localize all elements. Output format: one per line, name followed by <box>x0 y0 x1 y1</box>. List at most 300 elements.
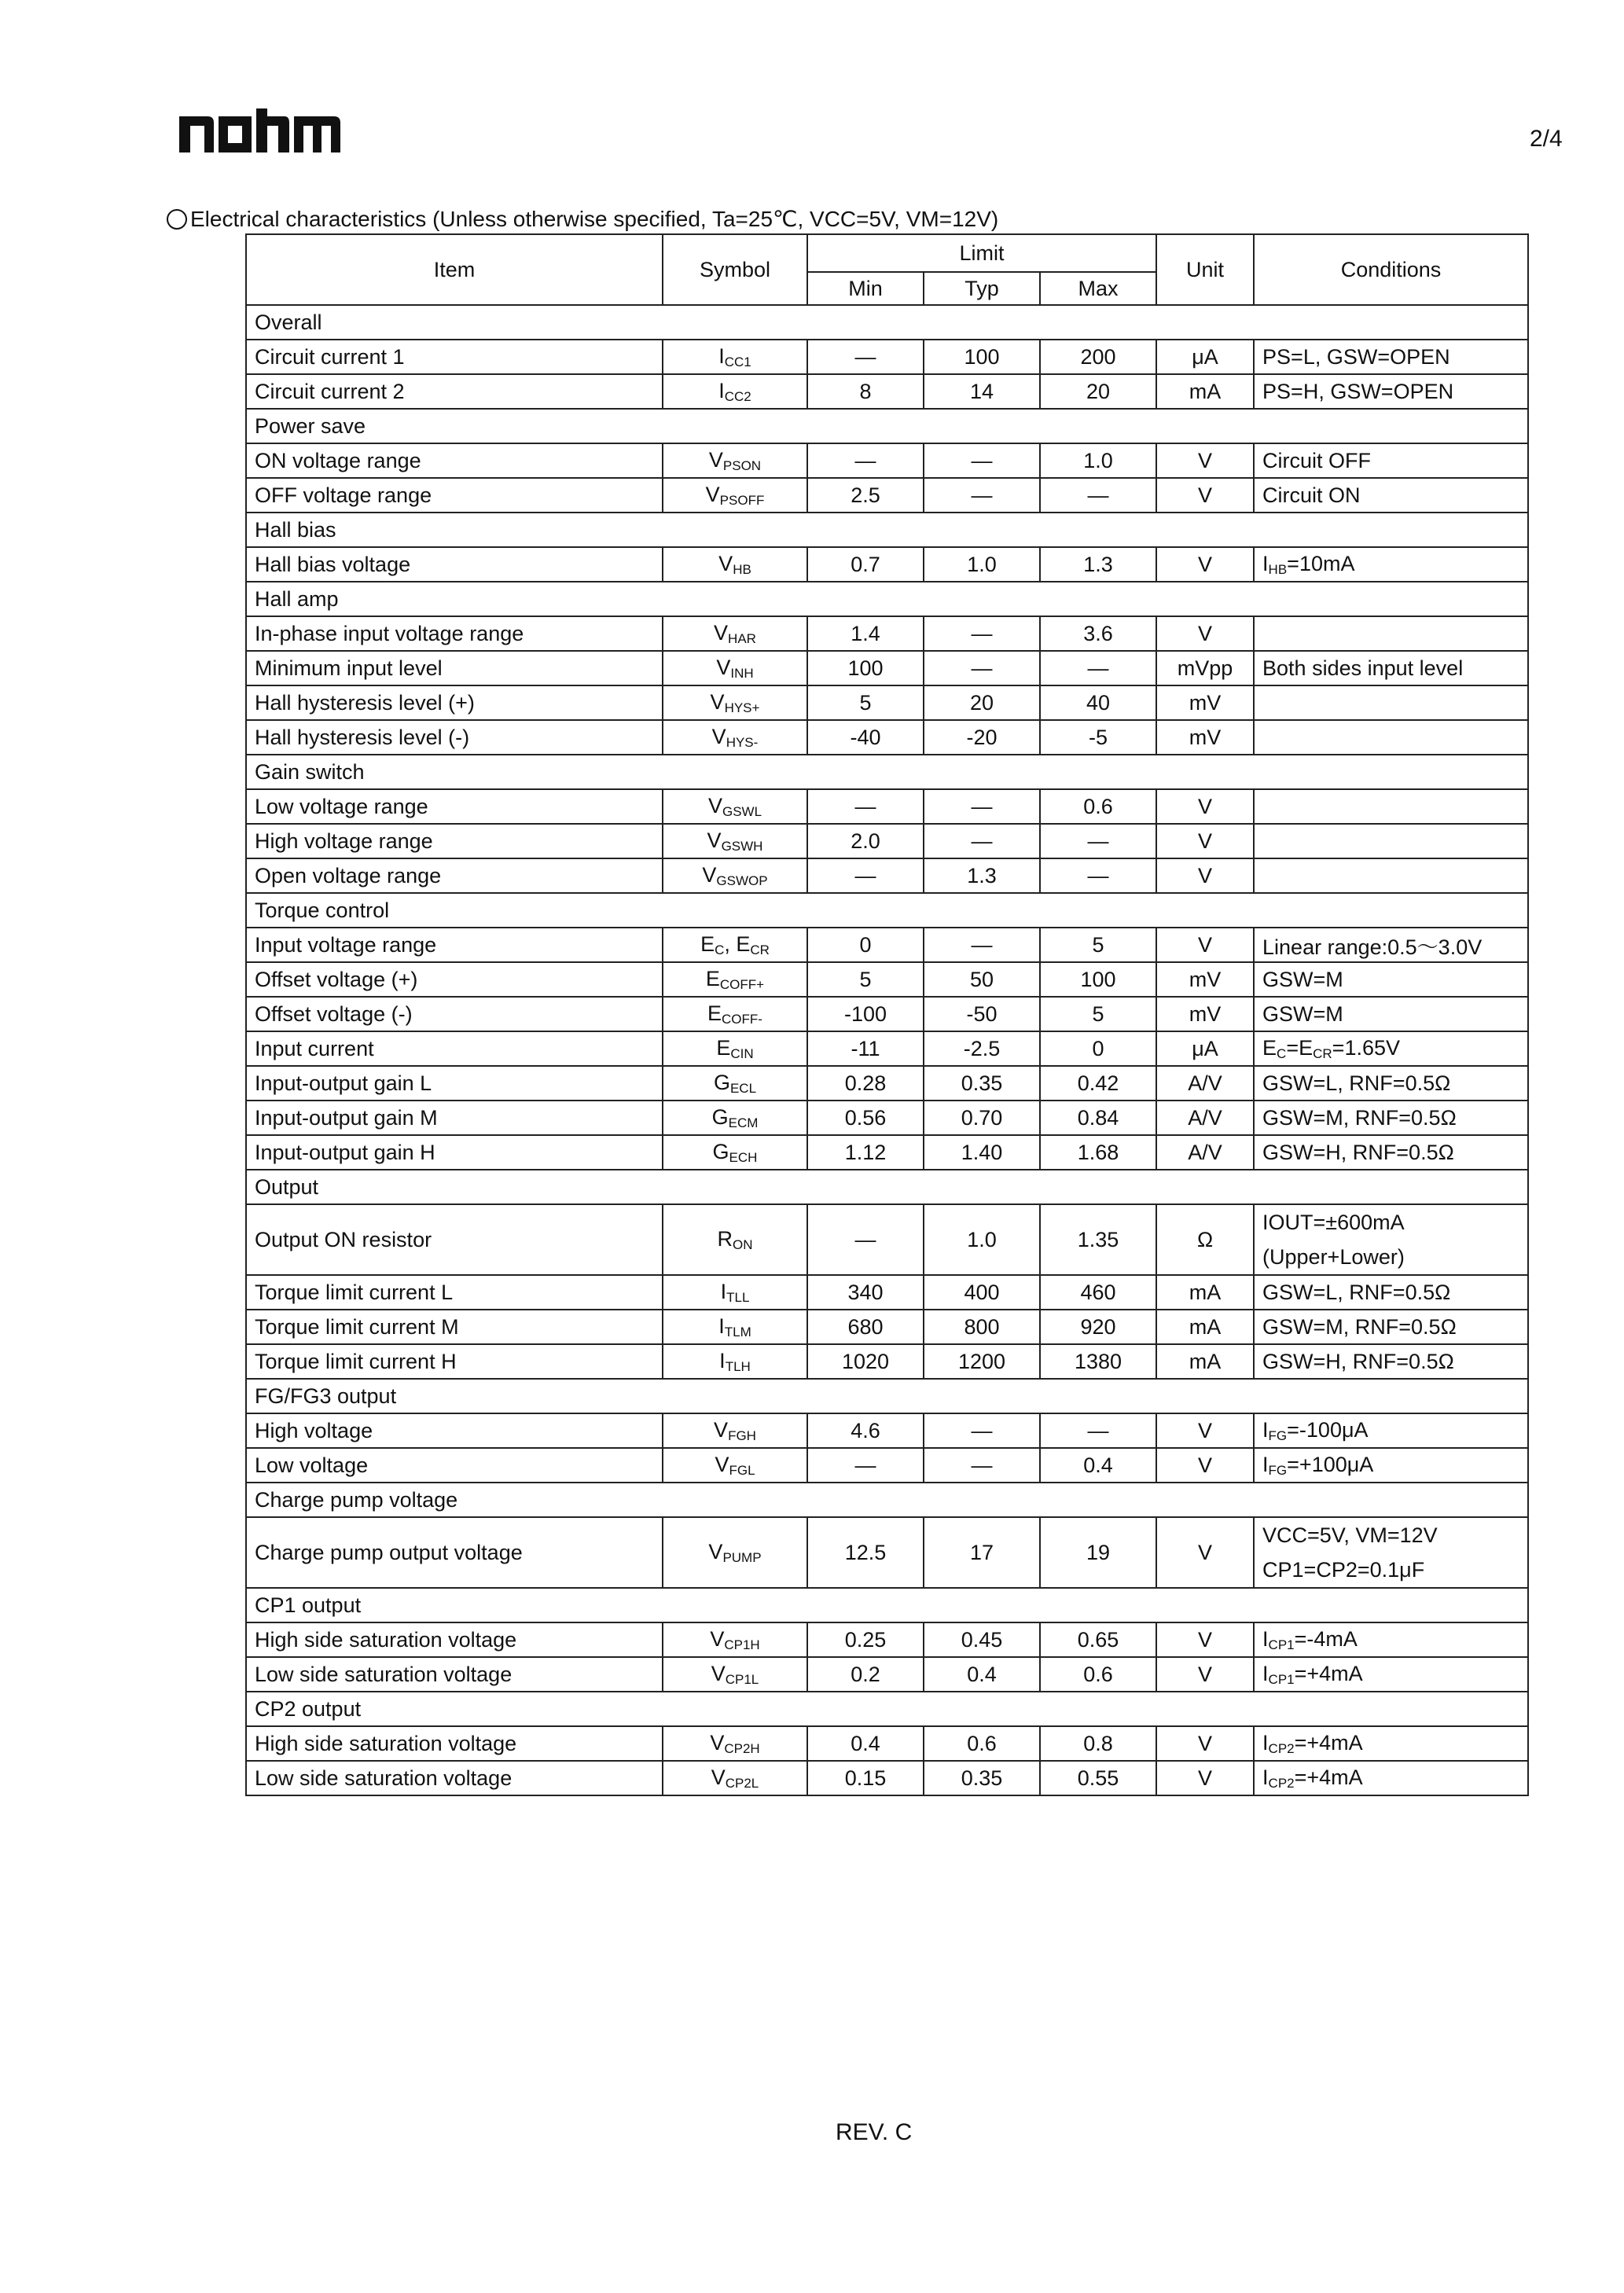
symbol-subscript: ECH <box>729 1149 758 1165</box>
symbol-base: E <box>705 966 720 990</box>
min-cell: 0.4 <box>807 1726 924 1761</box>
symbol-subscript: INH <box>730 665 754 681</box>
symbol-subscript: TLM <box>724 1324 751 1339</box>
table-row <box>246 1448 1528 1483</box>
min-cell: 100 <box>807 651 924 685</box>
conditions-cell <box>1254 997 1528 1031</box>
conditions-cell <box>1254 1517 1528 1588</box>
item-cell: Hall hysteresis level (-) <box>246 720 663 755</box>
section-row <box>246 755 1528 789</box>
min-cell: — <box>807 340 924 374</box>
table-row <box>246 1726 1528 1761</box>
min-cell: 0.7 <box>807 547 924 582</box>
symbol-base: V <box>711 1661 726 1685</box>
min-cell: 2.5 <box>807 478 924 513</box>
symbol-subscript: C <box>715 942 725 957</box>
max-cell: — <box>1040 1413 1156 1448</box>
table-row <box>246 789 1528 824</box>
symbol-cell <box>663 824 807 858</box>
conditions-cell <box>1254 1413 1528 1448</box>
max-cell: 200 <box>1040 340 1156 374</box>
condition-prefix: I <box>1262 1626 1269 1651</box>
symbol-subscript: HYS+ <box>724 700 760 715</box>
unit-cell: μA <box>1156 340 1254 374</box>
symbol-base: V <box>711 724 726 748</box>
conditions-cell <box>1254 478 1528 513</box>
unit-cell: mA <box>1156 1344 1254 1379</box>
typ-cell: 1200 <box>924 1344 1040 1379</box>
symbol-base: V <box>708 1539 723 1564</box>
unit-cell: V <box>1156 858 1254 893</box>
conditions-cell <box>1254 1448 1528 1483</box>
max-cell: 1380 <box>1040 1344 1156 1379</box>
symbol-subscript: GSWL <box>722 803 762 819</box>
symbol-cell <box>663 962 807 997</box>
condition-text: =+4mA <box>1294 1661 1363 1685</box>
typ-cell: 1.3 <box>924 858 1040 893</box>
conditions-cell <box>1254 720 1528 755</box>
typ-cell: -20 <box>924 720 1040 755</box>
max-cell: 0.8 <box>1040 1726 1156 1761</box>
condition-text: PS=L, GSW=OPEN <box>1262 344 1450 369</box>
condition-text: GSW=M, RNF=0.5Ω <box>1262 1105 1457 1130</box>
unit-cell: A/V <box>1156 1066 1254 1101</box>
unit-cell: mA <box>1156 374 1254 409</box>
conditions-cell <box>1254 340 1528 374</box>
table-row <box>246 685 1528 720</box>
symbol-subscript-2: CR <box>750 942 770 957</box>
unit-cell: mV <box>1156 962 1254 997</box>
condition-text: Both sides input level <box>1262 656 1464 680</box>
table-row <box>246 1310 1528 1344</box>
max-cell: 920 <box>1040 1310 1156 1344</box>
section-title: CP2 output <box>246 1692 1528 1726</box>
section-row <box>246 1588 1528 1622</box>
conditions-cell <box>1254 1726 1528 1761</box>
symbol-subscript: ON <box>733 1237 753 1252</box>
symbol-base-2: , E <box>724 932 751 956</box>
condition-text: Circuit OFF <box>1262 448 1372 472</box>
symbol-subscript: CP2H <box>724 1740 760 1756</box>
symbol-base: I <box>720 1279 727 1303</box>
min-cell: -100 <box>807 997 924 1031</box>
unit-cell: V <box>1156 1622 1254 1657</box>
unit-cell: V <box>1156 928 1254 962</box>
conditions-cell <box>1254 858 1528 893</box>
condition-middle: =E <box>1286 1035 1314 1060</box>
symbol-cell <box>663 478 807 513</box>
condition-text: =+4mA <box>1294 1765 1363 1789</box>
condition-subscript: CP1 <box>1268 1637 1295 1652</box>
condition-prefix: I <box>1262 1417 1269 1442</box>
symbol-base: G <box>712 1139 729 1163</box>
item-cell: Circuit current 2 <box>246 374 663 409</box>
item-cell: ON voltage range <box>246 443 663 478</box>
unit-cell: A/V <box>1156 1101 1254 1135</box>
section-row <box>246 409 1528 443</box>
max-cell: 19 <box>1040 1517 1156 1588</box>
min-cell: -40 <box>807 720 924 755</box>
min-cell: 12.5 <box>807 1517 924 1588</box>
conditions-cell <box>1254 1310 1528 1344</box>
item-cell: Torque limit current L <box>246 1275 663 1310</box>
min-cell: 680 <box>807 1310 924 1344</box>
symbol-subscript: HAR <box>728 630 756 646</box>
max-cell: 0.84 <box>1040 1101 1156 1135</box>
typ-cell: 17 <box>924 1517 1040 1588</box>
symbol-base: V <box>707 793 722 818</box>
item-cell: High side saturation voltage <box>246 1622 663 1657</box>
conditions-cell <box>1254 1066 1528 1101</box>
section-row <box>246 1379 1528 1413</box>
symbol-base: V <box>702 862 717 887</box>
symbol-base: V <box>707 828 722 852</box>
min-cell: 1020 <box>807 1344 924 1379</box>
max-cell: 1.35 <box>1040 1204 1156 1275</box>
symbol-base: I <box>718 344 725 368</box>
condition-text: Circuit ON <box>1262 483 1361 507</box>
unit-cell: V <box>1156 547 1254 582</box>
condition-prefix: E <box>1262 1035 1277 1060</box>
max-cell: — <box>1040 478 1156 513</box>
symbol-subscript: ECL <box>729 1080 757 1096</box>
symbol-subscript: HB <box>733 561 751 577</box>
section-row <box>246 305 1528 340</box>
max-cell: 1.68 <box>1040 1135 1156 1170</box>
symbol-cell <box>663 443 807 478</box>
condition-prefix: I <box>1262 1661 1269 1685</box>
condition-text: GSW=H, RNF=0.5Ω <box>1262 1349 1454 1373</box>
conditions-cell <box>1254 962 1528 997</box>
symbol-subscript: COFF- <box>722 1011 762 1027</box>
table-row <box>246 1344 1528 1379</box>
symbol-cell <box>663 547 807 582</box>
section-title: Overall <box>246 305 1528 340</box>
condition-subscript: C <box>1277 1045 1287 1061</box>
section-title: FG/FG3 output <box>246 1379 1528 1413</box>
table-body <box>246 305 1528 1795</box>
header-conditions: Conditions <box>1254 234 1528 305</box>
item-cell: Output ON resistor <box>246 1204 663 1275</box>
typ-cell: 50 <box>924 962 1040 997</box>
symbol-base: V <box>714 1417 729 1442</box>
condition-text-line2: CP1=CP2=0.1μF <box>1262 1558 1425 1582</box>
conditions-cell <box>1254 1204 1528 1275</box>
condition-text: GSW=H, RNF=0.5Ω <box>1262 1140 1454 1164</box>
symbol-cell <box>663 997 807 1031</box>
symbol-subscript: TLL <box>726 1289 750 1305</box>
condition-subscript: FG <box>1268 1462 1288 1478</box>
min-cell: 5 <box>807 962 924 997</box>
max-cell: 1.0 <box>1040 443 1156 478</box>
item-cell: Low side saturation voltage <box>246 1761 663 1795</box>
item-cell: Torque limit current H <box>246 1344 663 1379</box>
page-number: 2/4 <box>1530 126 1563 152</box>
condition-text: GSW=M <box>1262 967 1343 991</box>
conditions-cell <box>1254 1657 1528 1692</box>
symbol-base: I <box>718 378 725 402</box>
typ-cell: 800 <box>924 1310 1040 1344</box>
conditions-cell <box>1254 1135 1528 1170</box>
item-cell: Input-output gain L <box>246 1066 663 1101</box>
max-cell: 0.55 <box>1040 1761 1156 1795</box>
condition-text: =1.65V <box>1332 1035 1400 1060</box>
table-row <box>246 1101 1528 1135</box>
rohm-logo <box>179 108 340 152</box>
symbol-cell <box>663 1726 807 1761</box>
section-title: CP1 output <box>246 1588 1528 1622</box>
header-unit: Unit <box>1156 234 1254 305</box>
symbol-subscript: FGL <box>729 1462 755 1478</box>
min-cell: 1.4 <box>807 616 924 651</box>
typ-cell: — <box>924 1448 1040 1483</box>
symbol-subscript: GSWH <box>721 838 763 854</box>
unit-cell: mV <box>1156 685 1254 720</box>
table-row <box>246 962 1528 997</box>
typ-cell: 0.35 <box>924 1066 1040 1101</box>
symbol-subscript: GSWOP <box>716 873 768 888</box>
typ-cell: — <box>924 1413 1040 1448</box>
table-row <box>246 478 1528 513</box>
item-cell: Minimum input level <box>246 651 663 685</box>
symbol-base: G <box>713 1070 730 1094</box>
unit-cell: V <box>1156 616 1254 651</box>
table-row <box>246 1031 1528 1066</box>
max-cell: 20 <box>1040 374 1156 409</box>
symbol-subscript: PUMP <box>722 1549 762 1565</box>
unit-cell: A/V <box>1156 1135 1254 1170</box>
unit-cell: V <box>1156 1413 1254 1448</box>
symbol-cell <box>663 858 807 893</box>
max-cell: 40 <box>1040 685 1156 720</box>
symbol-cell <box>663 685 807 720</box>
min-cell: 1.12 <box>807 1135 924 1170</box>
condition-prefix: I <box>1262 1452 1269 1476</box>
typ-cell: 1.40 <box>924 1135 1040 1170</box>
symbol-cell <box>663 1135 807 1170</box>
max-cell: 0.4 <box>1040 1448 1156 1483</box>
symbol-cell <box>663 1622 807 1657</box>
table-row <box>246 1761 1528 1795</box>
min-cell: 8 <box>807 374 924 409</box>
min-cell: — <box>807 443 924 478</box>
item-cell: High voltage <box>246 1413 663 1448</box>
symbol-subscript: CP2L <box>725 1775 759 1791</box>
symbol-base: V <box>705 482 720 506</box>
min-cell: — <box>807 858 924 893</box>
section-title: Power save <box>246 409 1528 443</box>
min-cell: 0.15 <box>807 1761 924 1795</box>
condition-text: =-100μA <box>1287 1417 1369 1442</box>
min-cell: 0.25 <box>807 1622 924 1657</box>
header-min: Min <box>807 272 924 305</box>
typ-cell: 100 <box>924 340 1040 374</box>
max-cell: 3.6 <box>1040 616 1156 651</box>
symbol-base: V <box>710 1730 725 1755</box>
min-cell: — <box>807 789 924 824</box>
unit-cell: V <box>1156 824 1254 858</box>
symbol-cell <box>663 1204 807 1275</box>
typ-cell: -50 <box>924 997 1040 1031</box>
condition-prefix: I <box>1262 551 1269 575</box>
heading-text: Electrical characteristics (Unless otherwise specified, Ta=25℃, VCC=5V, VM=12V) <box>190 207 999 231</box>
table-row <box>246 1135 1528 1170</box>
table-row <box>246 1066 1528 1101</box>
symbol-cell <box>663 1101 807 1135</box>
condition-text: =10mA <box>1287 551 1355 575</box>
condition-text: =+4mA <box>1294 1730 1363 1755</box>
unit-cell: V <box>1156 1726 1254 1761</box>
table-row <box>246 616 1528 651</box>
condition-subscript: FG <box>1268 1428 1288 1443</box>
item-cell: Low voltage <box>246 1448 663 1483</box>
conditions-cell <box>1254 824 1528 858</box>
item-cell: Input-output gain H <box>246 1135 663 1170</box>
typ-cell: — <box>924 651 1040 685</box>
symbol-cell <box>663 928 807 962</box>
typ-cell: 400 <box>924 1275 1040 1310</box>
header-typ: Typ <box>924 272 1040 305</box>
symbol-cell <box>663 1310 807 1344</box>
table-row <box>246 1204 1528 1275</box>
section-title: Output <box>246 1170 1528 1204</box>
symbol-base: E <box>707 1001 722 1025</box>
max-cell: 1.3 <box>1040 547 1156 582</box>
item-cell: Offset voltage (-) <box>246 997 663 1031</box>
conditions-cell <box>1254 1275 1528 1310</box>
symbol-cell <box>663 1657 807 1692</box>
symbol-base: V <box>714 620 729 645</box>
typ-cell: 14 <box>924 374 1040 409</box>
header-item: Item <box>246 234 663 305</box>
typ-cell: — <box>924 478 1040 513</box>
conditions-cell <box>1254 443 1528 478</box>
section-title: Hall amp <box>246 582 1528 616</box>
min-cell: 0.2 <box>807 1657 924 1692</box>
header-symbol: Symbol <box>663 234 807 305</box>
typ-cell: 1.0 <box>924 1204 1040 1275</box>
item-cell: OFF voltage range <box>246 478 663 513</box>
unit-cell: V <box>1156 789 1254 824</box>
section-row <box>246 513 1528 547</box>
typ-cell: 0.6 <box>924 1726 1040 1761</box>
conditions-cell <box>1254 685 1528 720</box>
symbol-cell <box>663 374 807 409</box>
item-cell: Low voltage range <box>246 789 663 824</box>
item-cell: Input-output gain M <box>246 1101 663 1135</box>
unit-cell: V <box>1156 478 1254 513</box>
conditions-cell <box>1254 789 1528 824</box>
condition-text: =+100μA <box>1287 1452 1374 1476</box>
typ-cell: -2.5 <box>924 1031 1040 1066</box>
min-cell: -11 <box>807 1031 924 1066</box>
item-cell: Hall bias voltage <box>246 547 663 582</box>
max-cell: 0 <box>1040 1031 1156 1066</box>
table-row <box>246 997 1528 1031</box>
table-row <box>246 1622 1528 1657</box>
table-row <box>246 1657 1528 1692</box>
max-cell: 0.6 <box>1040 789 1156 824</box>
conditions-cell <box>1254 616 1528 651</box>
item-cell: High side saturation voltage <box>246 1726 663 1761</box>
unit-cell: mA <box>1156 1310 1254 1344</box>
symbol-base: V <box>710 689 725 714</box>
typ-cell: — <box>924 789 1040 824</box>
item-cell: High voltage range <box>246 824 663 858</box>
unit-cell: V <box>1156 1448 1254 1483</box>
condition-subscript-2: CR <box>1313 1045 1332 1061</box>
max-cell: 100 <box>1040 962 1156 997</box>
section-row <box>246 1483 1528 1517</box>
section-row <box>246 1170 1528 1204</box>
header-limit: Limit <box>807 234 1156 272</box>
max-cell: 5 <box>1040 997 1156 1031</box>
table-row <box>246 720 1528 755</box>
symbol-cell <box>663 1275 807 1310</box>
min-cell: 2.0 <box>807 824 924 858</box>
header-max: Max <box>1040 272 1156 305</box>
symbol-cell <box>663 1066 807 1101</box>
section-title: Hall bias <box>246 513 1528 547</box>
symbol-cell <box>663 1344 807 1379</box>
max-cell: — <box>1040 824 1156 858</box>
symbol-cell <box>663 1413 807 1448</box>
condition-text: VCC=5V, VM=12V <box>1262 1523 1438 1547</box>
unit-cell: mA <box>1156 1275 1254 1310</box>
symbol-cell <box>663 789 807 824</box>
symbol-subscript: HYS- <box>726 734 759 750</box>
max-cell: 5 <box>1040 928 1156 962</box>
item-cell: Torque limit current M <box>246 1310 663 1344</box>
typ-cell: — <box>924 616 1040 651</box>
min-cell: — <box>807 1204 924 1275</box>
typ-cell: 0.4 <box>924 1657 1040 1692</box>
symbol-subscript: CC1 <box>724 354 751 369</box>
unit-cell: μA <box>1156 1031 1254 1066</box>
symbol-subscript: CP1H <box>724 1637 760 1652</box>
condition-subscript: HB <box>1268 561 1288 577</box>
symbol-base: V <box>710 1626 725 1651</box>
symbol-base: G <box>711 1104 729 1129</box>
min-cell: 0.56 <box>807 1101 924 1135</box>
symbol-cell <box>663 616 807 651</box>
typ-cell: 1.0 <box>924 547 1040 582</box>
condition-text: IOUT=±600mA <box>1262 1211 1405 1234</box>
table-row <box>246 1517 1528 1588</box>
table-row <box>246 1275 1528 1310</box>
conditions-cell <box>1254 1101 1528 1135</box>
symbol-base: V <box>708 447 723 472</box>
typ-cell: — <box>924 928 1040 962</box>
min-cell: — <box>807 1448 924 1483</box>
conditions-cell <box>1254 547 1528 582</box>
max-cell: — <box>1040 858 1156 893</box>
symbol-subscript: PSOFF <box>719 492 765 508</box>
condition-subscript: CP1 <box>1268 1671 1295 1687</box>
symbol-subscript: ECM <box>728 1115 759 1130</box>
conditions-cell <box>1254 374 1528 409</box>
condition-text: Linear range:0.5～3.0V <box>1262 935 1483 959</box>
typ-cell: 0.45 <box>924 1622 1040 1657</box>
section-title: Torque control <box>246 893 1528 928</box>
conditions-cell <box>1254 651 1528 685</box>
symbol-cell <box>663 651 807 685</box>
symbol-base: V <box>716 655 731 679</box>
symbol-base: R <box>717 1226 733 1251</box>
max-cell: 0.6 <box>1040 1657 1156 1692</box>
unit-cell: mV <box>1156 720 1254 755</box>
table-row <box>246 1413 1528 1448</box>
